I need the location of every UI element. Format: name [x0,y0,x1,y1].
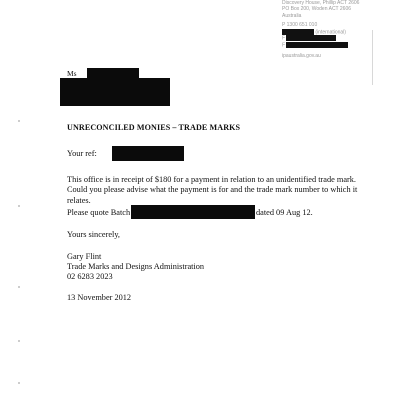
redaction-box [282,29,314,35]
letterhead-address-line: Australia [282,12,302,19]
batch-prefix: Please quote Batch [67,208,131,217]
letterhead [282,0,394,59]
body-paragraph-line: Could you please advise what the payment is for and the trade mark number to which it [67,185,358,195]
batch-number-redaction [131,205,255,219]
body-paragraph-line: This office is in receipt of $180 for a payment in relation to an unidentified trade mark. [67,175,356,184]
letterhead-address-line: Discovery House, Phillip ACT 2606 [282,0,360,6]
redaction-box [286,35,336,41]
scan-speck [18,382,20,384]
redaction-box [286,42,348,48]
page-edge-line [372,30,373,85]
redaction-box [87,68,139,78]
recipient-address-redaction [60,78,170,106]
batch-suffix: dated 09 Aug 12. [256,208,313,217]
letter-date: 13 November 2012 [67,293,132,302]
signatory-title: Trade Marks and Designs Administration [67,262,205,271]
letterhead-fax-line [282,35,394,42]
letterhead-fax-label: F [282,35,286,42]
your-ref-redaction [112,146,184,161]
letterhead-fax-line [282,42,394,49]
letterhead-phone: P 1300 651 010 [282,22,318,29]
letterhead-website: ipaustralia.gov.au [282,52,321,59]
body-paragraph-line: relates. [67,195,91,205]
body-paragraph [67,175,357,206]
recipient-salutation: Ms [67,68,77,78]
signatory-phone: 02 6283 2023 [67,272,113,281]
letterhead-address-line: PO Box 200, Woden ACT 2606 [282,6,352,13]
your-ref-label: Your ref: [67,149,97,158]
scan-speck [18,120,20,122]
scan-speck [18,286,20,288]
letterhead-intl-label: (international) [315,28,346,35]
letterhead-intl-line [282,29,394,36]
signatory-name: Gary Flint [67,252,102,261]
letterhead-fax-label: F [282,42,286,49]
scan-speck [18,340,20,342]
closing: Yours sincerely, [67,230,121,239]
scan-speck [18,205,20,207]
letter-heading: UNRECONCILED MONIES – TRADE MARKS [67,123,241,132]
